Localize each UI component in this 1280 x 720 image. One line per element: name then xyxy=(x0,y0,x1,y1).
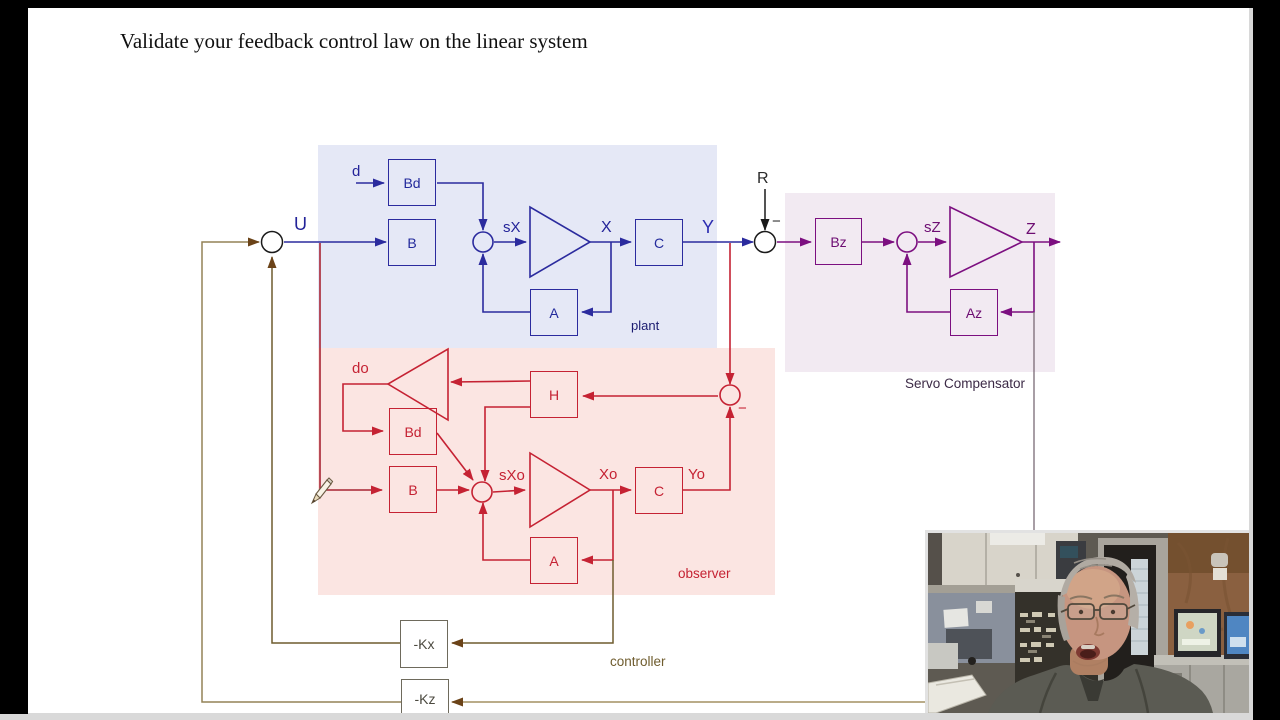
signal-sxo-label: sXo xyxy=(499,467,525,484)
reference-sum-junction xyxy=(755,232,776,253)
observer-minus-sign: − xyxy=(738,400,747,417)
signal-x-label: X xyxy=(601,219,612,236)
controller-kz-block: -Kz xyxy=(401,679,449,719)
signal-do-label: do xyxy=(352,360,369,377)
servo-az-block: Az xyxy=(950,289,998,336)
right-letterbox-bar xyxy=(1253,0,1280,720)
signal-z-label: Z xyxy=(1026,221,1036,238)
input-sum-junction xyxy=(262,232,283,253)
top-letterbox-bar xyxy=(0,0,1280,8)
webcam-video xyxy=(925,530,1253,713)
servo-bz-block: Bz xyxy=(815,218,862,265)
signal-r-label: R xyxy=(757,170,769,187)
light-switch xyxy=(1211,553,1228,567)
signal-y-label: Y xyxy=(702,217,715,237)
signal-sx-label: sX xyxy=(503,219,521,236)
reference-minus-sign: − xyxy=(772,213,781,230)
signal-xo-label: Xo xyxy=(599,466,618,483)
observer-h-block: H xyxy=(530,371,578,418)
signal-sz-label: sZ xyxy=(924,219,941,236)
controller-region-label: controller xyxy=(610,654,666,669)
signal-u-label: U xyxy=(294,214,307,234)
plant-b-block: B xyxy=(388,219,436,266)
observer-b-block: B xyxy=(389,466,437,513)
plant-region-label: plant xyxy=(631,318,660,333)
signal-yo-label: Yo xyxy=(688,466,705,483)
observer-region-label: observer xyxy=(678,566,731,581)
controller-kx-block: -Kx xyxy=(400,620,448,668)
bottom-gray-strip xyxy=(0,713,1253,720)
slide-title: Validate your feedback control law on the linear system xyxy=(120,29,588,53)
signal-d-label: d xyxy=(352,163,361,180)
plant-c-block: C xyxy=(635,219,683,266)
servo-region-label: Servo Compensator xyxy=(905,376,1026,391)
webcam-scene xyxy=(928,533,1253,713)
plant-bd-block: Bd xyxy=(388,159,436,206)
observer-c-block: C xyxy=(635,467,683,514)
plant-a-block: A xyxy=(530,289,578,336)
observer-a-block: A xyxy=(530,537,578,584)
left-letterbox-bar xyxy=(0,8,28,714)
monitor-screens xyxy=(1174,609,1253,659)
observer-bd-block: Bd xyxy=(389,408,437,455)
